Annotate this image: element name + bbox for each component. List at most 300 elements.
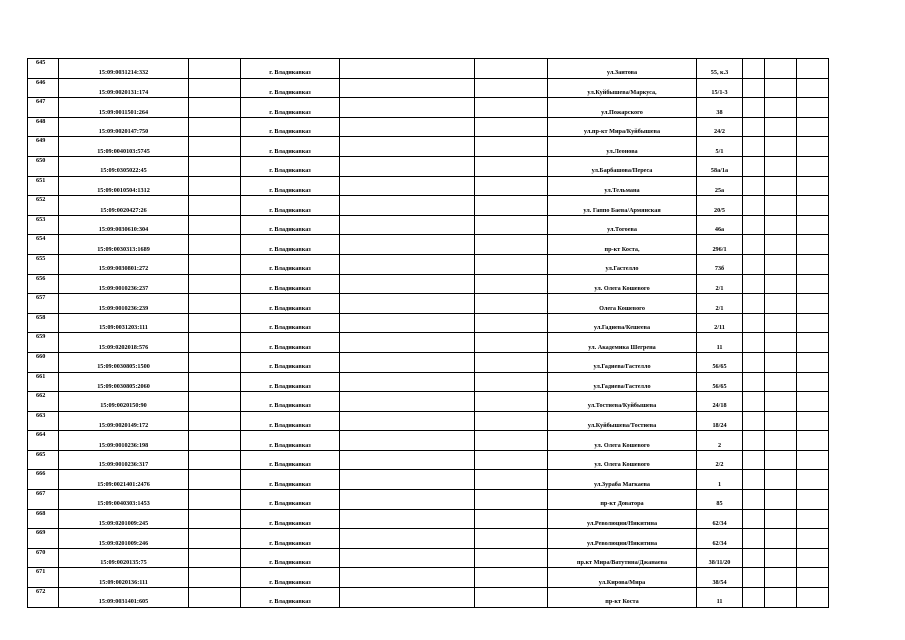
row-number: 653 [28,215,59,235]
table-row [28,59,829,79]
city-cell: г. Владикавказ [241,254,340,274]
row-number: 658 [28,313,59,333]
empty-cell [340,215,475,235]
empty-cell [189,333,241,353]
cadastral-number: 15:09:0040103:5745 [59,137,189,157]
empty-cell [765,333,797,353]
empty-cell [765,372,797,392]
empty-cell [475,588,548,608]
cadastral-number: 15:09:0030805:2060 [59,372,189,392]
empty-cell [797,215,829,235]
cadastral-number: 15:09:0021401:2476 [59,470,189,490]
cadastral-number: 15:09:0020131:174 [59,78,189,98]
empty-cell [340,352,475,372]
empty-cell [189,215,241,235]
cadastral-number: 15:09:0010236:237 [59,274,189,294]
city-cell: г. Владикавказ [241,392,340,412]
empty-cell [765,509,797,529]
city-cell: г. Владикавказ [241,59,340,79]
empty-cell [189,529,241,549]
empty-cell [797,450,829,470]
cadastral-number: 15:09:0011501:264 [59,98,189,118]
empty-cell [765,568,797,588]
empty-cell [743,431,765,451]
street-cell: ул.Революции/Никитина [548,509,697,529]
empty-cell [340,176,475,196]
house-cell: 20/5 [697,196,743,216]
empty-cell [743,156,765,176]
empty-cell [189,137,241,157]
empty-cell [797,294,829,314]
empty-cell [765,294,797,314]
row-number: 660 [28,352,59,372]
street-cell: ул.Зураба Магкаева [548,470,697,490]
cadastral-number: 15:09:0040303:1453 [59,490,189,510]
empty-cell [797,431,829,451]
empty-cell [340,372,475,392]
street-cell: ул. Олега Кошевого [548,274,697,294]
empty-cell [475,470,548,490]
empty-cell [797,196,829,216]
street-cell: ул.Тогоева [548,215,697,235]
table-row [28,411,829,431]
house-cell: 11 [697,333,743,353]
empty-cell [475,392,548,412]
street-cell: ул.Гадиева/Гастелло [548,372,697,392]
table-row [28,333,829,353]
row-number: 662 [28,392,59,412]
empty-cell [797,548,829,568]
cadastral-number: 15:09:0020136:111 [59,568,189,588]
empty-cell [340,490,475,510]
cadastral-number: 15:09:0030610:304 [59,215,189,235]
house-cell: 2/1 [697,294,743,314]
row-number: 657 [28,294,59,314]
empty-cell [743,352,765,372]
empty-cell [765,254,797,274]
house-cell: 73б [697,254,743,274]
empty-cell [189,431,241,451]
street-cell: ул.Тельмана [548,176,697,196]
street-cell: ул. Академика Шегрена [548,333,697,353]
table-row [28,294,829,314]
house-cell: 56/65 [697,352,743,372]
city-cell: г. Владикавказ [241,588,340,608]
empty-cell [765,470,797,490]
city-cell: г. Владикавказ [241,137,340,157]
house-cell: 2/1 [697,274,743,294]
empty-cell [189,392,241,412]
empty-cell [475,529,548,549]
empty-cell [189,509,241,529]
empty-cell [189,372,241,392]
empty-cell [743,509,765,529]
empty-cell [475,431,548,451]
house-cell: 15/1-3 [697,78,743,98]
table-row [28,588,829,608]
city-cell: г. Владикавказ [241,78,340,98]
table-row [28,392,829,412]
empty-cell [743,235,765,255]
empty-cell [475,235,548,255]
row-number: 647 [28,98,59,118]
empty-cell [765,196,797,216]
empty-cell [797,137,829,157]
empty-cell [765,313,797,333]
empty-cell [340,156,475,176]
empty-cell [765,548,797,568]
empty-cell [743,411,765,431]
empty-cell [743,59,765,79]
empty-cell [765,117,797,137]
empty-cell [340,254,475,274]
empty-cell [743,78,765,98]
empty-cell [475,509,548,529]
street-cell: пр-кт Доватора [548,490,697,510]
empty-cell [797,392,829,412]
empty-cell [475,352,548,372]
empty-cell [797,352,829,372]
table-row [28,372,829,392]
empty-cell [743,392,765,412]
empty-cell [797,509,829,529]
empty-cell [765,490,797,510]
table-row [28,568,829,588]
empty-cell [189,78,241,98]
empty-cell [189,588,241,608]
empty-cell [765,392,797,412]
cadastral-number: 15:09:0202018:576 [59,333,189,353]
row-number: 651 [28,176,59,196]
city-cell: г. Владикавказ [241,313,340,333]
house-cell: 56/65 [697,372,743,392]
house-cell: 55, к.3 [697,59,743,79]
row-number: 661 [28,372,59,392]
empty-cell [797,274,829,294]
house-cell: 38/54 [697,568,743,588]
empty-cell [743,588,765,608]
empty-cell [797,117,829,137]
row-number: 666 [28,470,59,490]
row-number: 672 [28,588,59,608]
street-cell: ул.Барбашова/Переса [548,156,697,176]
street-cell: ул.Революции/Никитина [548,529,697,549]
row-number: 663 [28,411,59,431]
street-cell: ул.Куйбышева/Тостиева [548,411,697,431]
table-row [28,450,829,470]
empty-cell [340,274,475,294]
city-cell: г. Владикавказ [241,196,340,216]
empty-cell [765,352,797,372]
city-cell: г. Владикавказ [241,490,340,510]
row-number: 667 [28,490,59,510]
cadastral-number: 15:09:0020147:750 [59,117,189,137]
empty-cell [765,59,797,79]
empty-cell [189,196,241,216]
empty-cell [797,59,829,79]
row-number: 665 [28,450,59,470]
empty-cell [765,235,797,255]
empty-cell [475,215,548,235]
cadastral-number: 15:09:0010236:198 [59,431,189,451]
empty-cell [475,78,548,98]
empty-cell [475,372,548,392]
table-row [28,156,829,176]
empty-cell [475,568,548,588]
empty-cell [743,548,765,568]
house-cell: 62/34 [697,529,743,549]
empty-cell [340,59,475,79]
street-cell: ул.Пожарского [548,98,697,118]
city-cell: г. Владикавказ [241,98,340,118]
empty-cell [340,117,475,137]
cadastral-number: 15:09:0020427:26 [59,196,189,216]
row-number: 671 [28,568,59,588]
data-table [27,58,829,608]
table-row [28,254,829,274]
street-cell: ул.Заитова [548,59,697,79]
table-row [28,215,829,235]
table-row [28,235,829,255]
empty-cell [189,470,241,490]
empty-cell [189,98,241,118]
empty-cell [189,568,241,588]
empty-cell [797,98,829,118]
street-cell: ул.Куйбышева/Маркуса, [548,78,697,98]
table-row [28,98,829,118]
empty-cell [340,588,475,608]
street-cell: ул.Тостиева/Куйбышева [548,392,697,412]
cadastral-number: 15:09:0031214:332 [59,59,189,79]
empty-cell [797,313,829,333]
empty-cell [765,156,797,176]
empty-cell [765,529,797,549]
empty-cell [475,117,548,137]
empty-cell [743,372,765,392]
cadastral-number: 15:09:0030801:272 [59,254,189,274]
city-cell: г. Владикавказ [241,117,340,137]
empty-cell [189,59,241,79]
empty-cell [743,98,765,118]
street-cell: ул.Кирова/Мира [548,568,697,588]
table-row [28,313,829,333]
house-cell: 1 [697,470,743,490]
empty-cell [475,59,548,79]
empty-cell [743,568,765,588]
table-row [28,529,829,549]
house-cell: 62/34 [697,509,743,529]
table-row [28,548,829,568]
city-cell: г. Владикавказ [241,215,340,235]
house-cell: 2 [697,431,743,451]
empty-cell [797,490,829,510]
house-cell: 2/11 [697,313,743,333]
empty-cell [340,470,475,490]
city-cell: г. Владикавказ [241,352,340,372]
empty-cell [189,313,241,333]
empty-cell [340,411,475,431]
cadastral-number: 15:09:0020135:75 [59,548,189,568]
street-cell: ул.Гадиева/Гастелло [548,352,697,372]
empty-cell [797,470,829,490]
empty-cell [797,333,829,353]
empty-cell [743,215,765,235]
empty-cell [765,78,797,98]
empty-cell [797,254,829,274]
table-row [28,431,829,451]
empty-cell [797,568,829,588]
empty-cell [189,254,241,274]
cadastral-number: 15:09:0010236:239 [59,294,189,314]
empty-cell [743,274,765,294]
cadastral-number: 15:09:0031203:111 [59,313,189,333]
empty-cell [797,529,829,549]
city-cell: г. Владикавказ [241,176,340,196]
street-cell: ул.пр-кт Мира/Куйбышева [548,117,697,137]
house-cell: 11 [697,588,743,608]
empty-cell [475,156,548,176]
empty-cell [797,156,829,176]
empty-cell [340,235,475,255]
cadastral-number: 15:09:0030313:1689 [59,235,189,255]
street-cell: ул.Леонова [548,137,697,157]
cadastral-number: 15:09:0020149:172 [59,411,189,431]
table-row [28,78,829,98]
city-cell: г. Владикавказ [241,156,340,176]
table-row [28,176,829,196]
cadastral-number: 15:09:0305022:45 [59,156,189,176]
street-cell: пр-кт Коста [548,588,697,608]
empty-cell [475,176,548,196]
street-cell: ул. Гаппо Баева/Армянская [548,196,697,216]
house-cell: 58а/1а [697,156,743,176]
empty-cell [743,294,765,314]
row-number: 659 [28,333,59,353]
empty-cell [475,98,548,118]
empty-cell [475,411,548,431]
empty-cell [743,196,765,216]
cadastral-number: 15:09:0201009:246 [59,529,189,549]
row-number: 655 [28,254,59,274]
row-number: 668 [28,509,59,529]
empty-cell [743,137,765,157]
empty-cell [743,470,765,490]
table-row [28,509,829,529]
street-cell: Олега Кошевого [548,294,697,314]
empty-cell [765,176,797,196]
row-number: 649 [28,137,59,157]
empty-cell [765,431,797,451]
city-cell: г. Владикавказ [241,509,340,529]
empty-cell [475,196,548,216]
house-cell: 2/2 [697,450,743,470]
house-cell: 46а [697,215,743,235]
empty-cell [743,176,765,196]
city-cell: г. Владикавказ [241,548,340,568]
empty-cell [743,333,765,353]
empty-cell [189,352,241,372]
empty-cell [765,274,797,294]
empty-cell [797,372,829,392]
street-cell: ул. Олега Кошевого [548,450,697,470]
house-cell: 38/11/20 [697,548,743,568]
empty-cell [189,176,241,196]
empty-cell [340,294,475,314]
house-cell: 18/24 [697,411,743,431]
empty-cell [189,274,241,294]
city-cell: г. Владикавказ [241,431,340,451]
row-number: 650 [28,156,59,176]
city-cell: г. Владикавказ [241,450,340,470]
empty-cell [475,548,548,568]
house-cell: 296/1 [697,235,743,255]
empty-cell [340,450,475,470]
empty-cell [743,117,765,137]
empty-cell [475,313,548,333]
city-cell: г. Владикавказ [241,470,340,490]
empty-cell [797,78,829,98]
empty-cell [189,411,241,431]
empty-cell [189,490,241,510]
empty-cell [765,98,797,118]
row-number: 669 [28,529,59,549]
cadastral-number: 15:09:0031401:605 [59,588,189,608]
row-number: 670 [28,548,59,568]
city-cell: г. Владикавказ [241,568,340,588]
city-cell: г. Владикавказ [241,411,340,431]
table-row [28,490,829,510]
empty-cell [743,313,765,333]
empty-cell [797,588,829,608]
city-cell: г. Владикавказ [241,529,340,549]
empty-cell [340,392,475,412]
empty-cell [475,294,548,314]
table-row [28,352,829,372]
table-row [28,117,829,137]
city-cell: г. Владикавказ [241,333,340,353]
row-number: 664 [28,431,59,451]
empty-cell [743,490,765,510]
city-cell: г. Владикавказ [241,372,340,392]
empty-cell [797,176,829,196]
table-row [28,470,829,490]
empty-cell [189,156,241,176]
empty-cell [189,235,241,255]
house-cell: 85 [697,490,743,510]
city-cell: г. Владикавказ [241,235,340,255]
house-cell: 5/1 [697,137,743,157]
house-cell: 25а [697,176,743,196]
cadastral-number: 15:09:0010504:1312 [59,176,189,196]
cadastral-number: 15:09:0010236:317 [59,450,189,470]
empty-cell [797,411,829,431]
street-cell: ул. Олега Кошевого [548,431,697,451]
empty-cell [340,529,475,549]
empty-cell [765,137,797,157]
cadastral-number: 15:09:0201009:245 [59,509,189,529]
house-cell: 24/18 [697,392,743,412]
street-cell: ул.Гастелло [548,254,697,274]
house-cell: 38 [697,98,743,118]
empty-cell [475,450,548,470]
row-number: 656 [28,274,59,294]
table-body [28,59,829,608]
street-cell: ул.Гадиева/Кешеева [548,313,697,333]
empty-cell [743,254,765,274]
empty-cell [340,509,475,529]
empty-cell [340,196,475,216]
city-cell: г. Владикавказ [241,274,340,294]
